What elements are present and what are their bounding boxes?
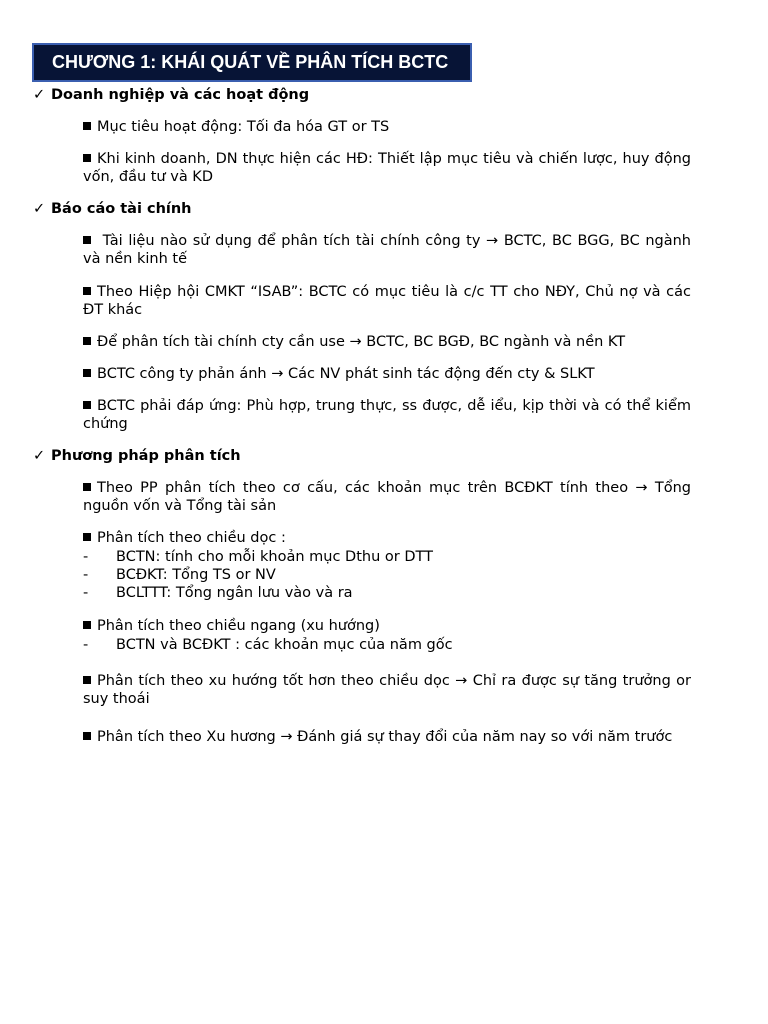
square-bullet-icon: [83, 732, 91, 740]
list-item-text: Tài liệu nào sử dụng để phân tích tài chính công ty → BCTC, BC BGG, BC ngành và nền kinh tế: [83, 233, 691, 267]
list-item: [83, 365, 691, 383]
list-item: [83, 333, 691, 351]
list-item: [83, 728, 691, 746]
list-item: [83, 283, 691, 319]
square-bullet-icon: [83, 483, 91, 491]
list-item-text: Phân tích theo Xu hương → Đánh giá sự thay đổi của năm nay so với năm trước: [97, 729, 673, 745]
list-item-text: Mục tiêu hoạt động: Tối đa hóa GT or TS: [97, 119, 390, 135]
list-item: [83, 118, 691, 136]
list-item: [83, 479, 691, 515]
section-heading-text: Báo cáo tài chính: [51, 201, 192, 217]
sub-list-item: - BCTN: tính cho mỗi khoản mục Dthu or DTT: [83, 549, 433, 565]
square-bullet-icon: [83, 154, 91, 162]
list-item: [83, 150, 691, 186]
section-heading-text: Doanh nghiệp và các hoạt động: [51, 87, 310, 103]
section-heading-financial-statements: [33, 200, 192, 218]
checkmark-icon: ✓: [33, 87, 46, 103]
list-item-text: Phân tích theo xu hướng tốt hơn theo chiều dọc → Chỉ ra được sự tăng trưởng or suy thoái: [83, 673, 691, 707]
list-item-text: Theo Hiệp hội CMKT “ISAB”: BCTC có mục tiêu là c/c TT cho NĐY, Chủ nợ và các ĐT khác: [83, 284, 691, 318]
list-item-text: BCTC phải đáp ứng: Phù hợp, trung thực, ss được, dễ iểu, kịp thời và có thể kiểm chứng: [83, 398, 691, 432]
list-item: [83, 617, 691, 635]
sub-list-item-text: BCTN và BCĐKT : các khoản mục của năm gốc: [116, 637, 453, 653]
list-item-text: Khi kinh doanh, DN thực hiện các HĐ: Thiết lập mục tiêu và chiến lược, huy động vốn, đầu tư và KD: [83, 151, 691, 185]
list-item-text: Để phân tích tài chính cty cần use → BCTC, BC BGĐ, BC ngành và nền KT: [97, 334, 626, 350]
list-item: [83, 397, 691, 433]
square-bullet-icon: [83, 401, 91, 409]
sub-list-item-text: BCĐKT: Tổng TS or NV: [116, 567, 276, 583]
square-bullet-icon: [83, 676, 91, 684]
chapter-title: CHƯƠNG 1: KHÁI QUÁT VỀ PHÂN TÍCH BCTC: [32, 43, 472, 82]
square-bullet-icon: [83, 369, 91, 377]
section-heading-analysis-methods: [33, 447, 241, 465]
sub-list-item: - BCĐKT: Tổng TS or NV: [83, 567, 276, 583]
list-item: [83, 672, 691, 708]
square-bullet-icon: [83, 122, 91, 130]
sub-list-item-text: BCTN: tính cho mỗi khoản mục Dthu or DTT: [116, 549, 433, 565]
section-heading-business: [33, 86, 309, 104]
list-item: [83, 529, 691, 547]
list-item-text: Theo PP phân tích theo cơ cấu, các khoản mục trên BCĐKT tính theo → Tổng nguồn vốn và Tổng tài sản: [83, 480, 691, 514]
square-bullet-icon: [83, 236, 91, 244]
list-item-text: Phân tích theo chiều dọc :: [97, 530, 286, 546]
list-item-text: Phân tích theo chiều ngang (xu hướng): [97, 618, 380, 634]
sub-list-item: - BCTN và BCĐKT : các khoản mục của năm gốc: [83, 637, 453, 653]
sub-list-item: - BCLTTT: Tổng ngân lưu vào và ra: [83, 585, 353, 601]
list-item-text: BCTC công ty phản ánh → Các NV phát sinh tác động đến cty & SLKT: [97, 366, 595, 382]
square-bullet-icon: [83, 287, 91, 295]
square-bullet-icon: [83, 337, 91, 345]
sub-list-item-text: BCLTTT: Tổng ngân lưu vào và ra: [116, 585, 353, 601]
list-item: [83, 232, 691, 268]
checkmark-icon: ✓: [33, 201, 46, 217]
section-heading-text: Phương pháp phân tích: [51, 448, 241, 464]
square-bullet-icon: [83, 621, 91, 629]
square-bullet-icon: [83, 533, 91, 541]
checkmark-icon: ✓: [33, 448, 46, 464]
